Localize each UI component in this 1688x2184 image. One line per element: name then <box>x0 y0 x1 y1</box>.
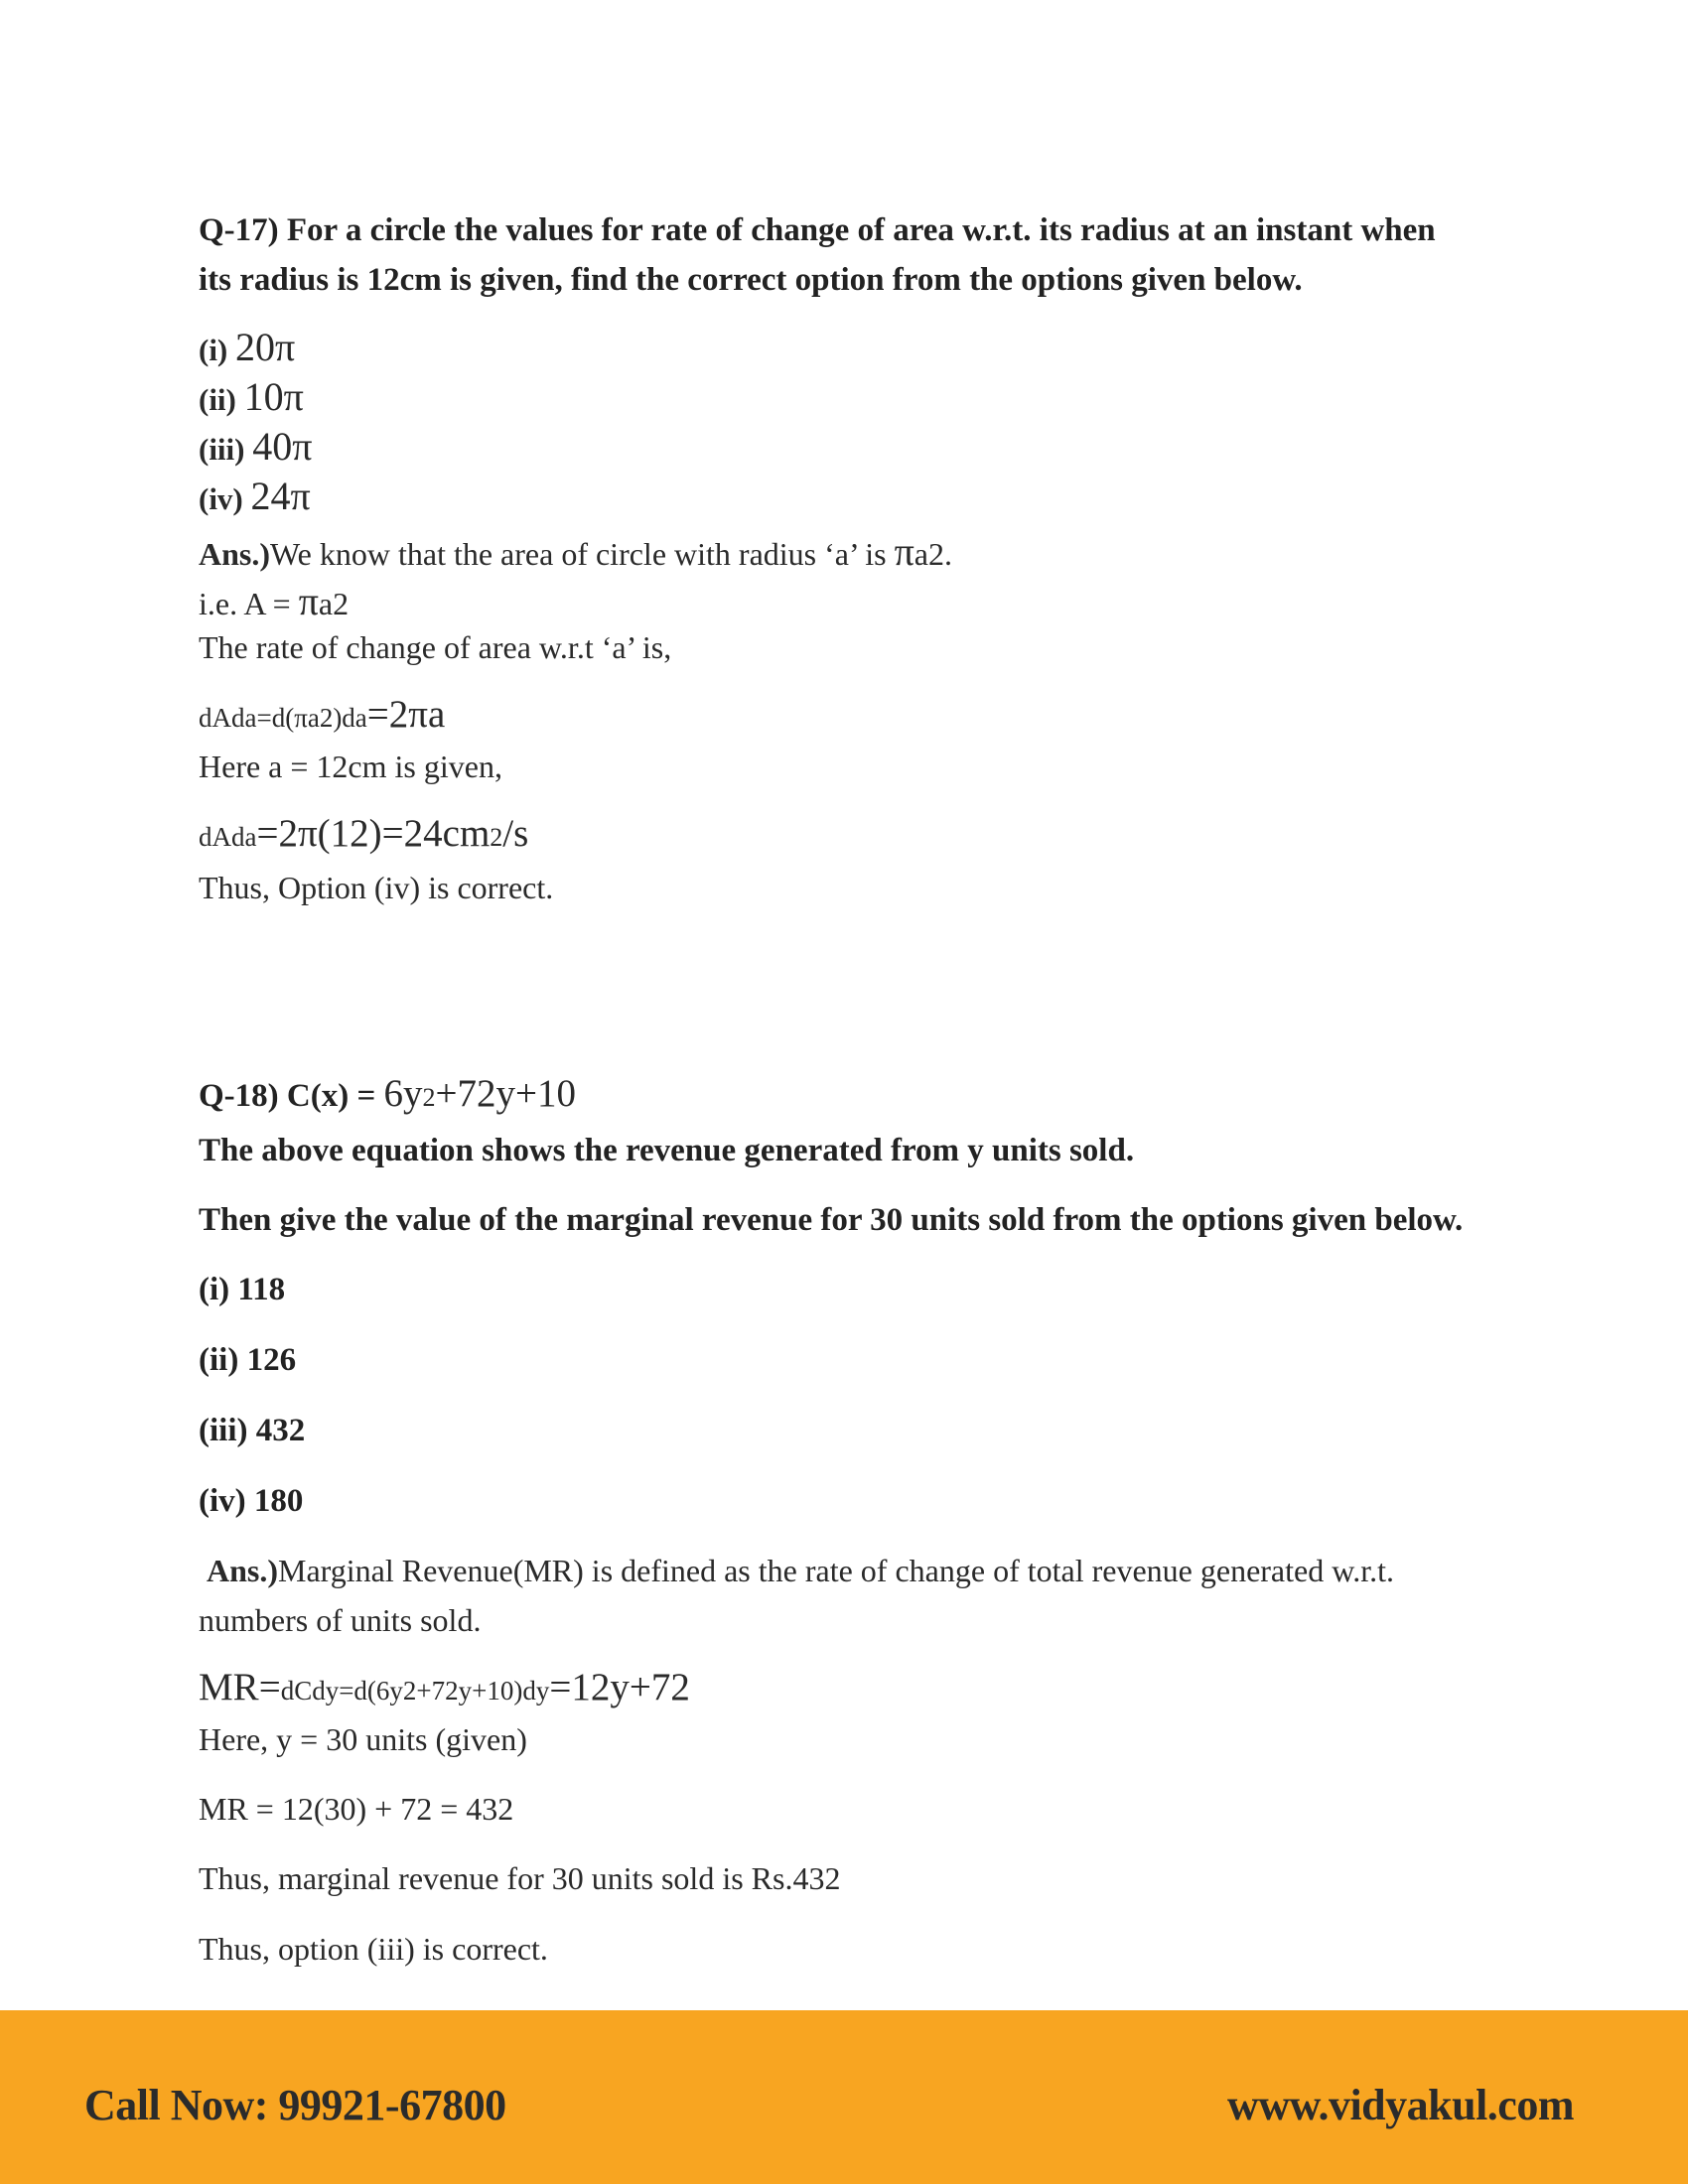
equation-result: =12y+72 <box>549 1666 690 1708</box>
q17-answer-line <box>199 529 952 574</box>
equation-exponent: 2 <box>422 1083 436 1112</box>
ie-a2: a2 <box>318 586 350 621</box>
answer-label: Ans.) <box>199 536 271 572</box>
q17-rate-line: The rate of change of area w.r.t ‘a’ is, <box>199 629 672 665</box>
option-label: (ii) <box>199 382 244 417</box>
q18-calculation: MR = 12(30) + 72 = 432 <box>199 1791 514 1827</box>
q17-given-line: Here a = 12cm is given, <box>199 749 502 784</box>
q18-conclusion-2: Thus, option (iii) is correct. <box>199 1931 548 1967</box>
equation-exponent: 2 <box>490 823 503 852</box>
equation-fraction: dAda=d(πa2)da <box>199 703 367 733</box>
question-equation: 6y <box>383 1072 423 1115</box>
q17-option-3 <box>199 424 313 469</box>
q18-answer-line-1 <box>207 1555 1394 1586</box>
q17-equation-1 <box>199 695 445 734</box>
pi-symbol: π <box>894 529 914 574</box>
q17-ie-line <box>199 579 350 623</box>
answer-label: Ans.) <box>207 1553 279 1588</box>
q18-conclusion-1: Thus, marginal revenue for 30 units sold is Rs.432 <box>199 1860 841 1896</box>
q17-question-line-2: its radius is 12cm is given, find the correct option from the options given below. <box>199 262 1303 298</box>
q17-equation-2 <box>199 814 528 853</box>
q17-conclusion: Thus, Option (iv) is correct. <box>199 870 554 905</box>
q18-answer-line-2: numbers of units sold. <box>199 1602 482 1638</box>
q17-option-2 <box>199 374 304 419</box>
answer-text: Marginal Revenue(MR) is defined as the rate of change of total revenue generated w.r.t. <box>278 1553 1395 1588</box>
equation-fraction: dAda <box>199 822 257 852</box>
q17-question-line-1: Q-17) For a circle the values for rate of change of area w.r.t. its radius at an instant when <box>199 212 1436 248</box>
document-page <box>199 0 1509 2010</box>
equation-unit: /s <box>502 812 529 855</box>
q18-question-line-3: Then give the value of the marginal revenue for 30 units sold from the options given below. <box>199 1202 1464 1238</box>
q18-option-3: (iii) 432 <box>199 1413 306 1448</box>
option-label: (iv) <box>199 481 251 516</box>
call-now-text: Call Now: 99921-67800 <box>84 2081 506 2129</box>
q17-option-1 <box>199 325 296 369</box>
pi-symbol: π <box>298 579 319 623</box>
question-label: Q-18) C(x) = <box>199 1078 384 1114</box>
q18-option-1: (i) 118 <box>199 1272 286 1307</box>
option-label: (i) <box>199 333 236 367</box>
q18-given-line: Here, y = 30 units (given) <box>199 1721 527 1757</box>
option-value: 24π <box>250 474 311 518</box>
footer-banner <box>0 2010 1688 2184</box>
answer-a2: a2. <box>914 536 952 572</box>
q18-mr-equation <box>199 1668 690 1706</box>
q17-option-4 <box>199 474 311 518</box>
option-value: 10π <box>243 374 304 419</box>
option-value: 40π <box>252 424 313 469</box>
equation-result: =2π(12)=24cm <box>256 812 491 855</box>
question-equation-rest: +72y+10 <box>435 1072 577 1115</box>
q18-option-4: (iv) 180 <box>199 1483 304 1519</box>
equation-result: =2πa <box>366 693 446 736</box>
option-value: 20π <box>235 325 296 369</box>
answer-text: We know that the area of circle with radius ‘a’ is <box>270 536 895 572</box>
q18-question-line-2: The above equation shows the revenue generated from y units sold. <box>199 1133 1135 1168</box>
q18-option-2: (ii) 126 <box>199 1342 297 1378</box>
equation-fraction: dCdy=d(6y2+72y+10)dy <box>280 1676 550 1706</box>
q18-question-line-1 <box>199 1074 576 1113</box>
equation-lhs: MR= <box>199 1666 281 1708</box>
option-label: (iii) <box>199 432 253 467</box>
ie-text: i.e. A = <box>199 586 299 621</box>
website-url: www.vidyakul.com <box>1227 2081 1574 2129</box>
